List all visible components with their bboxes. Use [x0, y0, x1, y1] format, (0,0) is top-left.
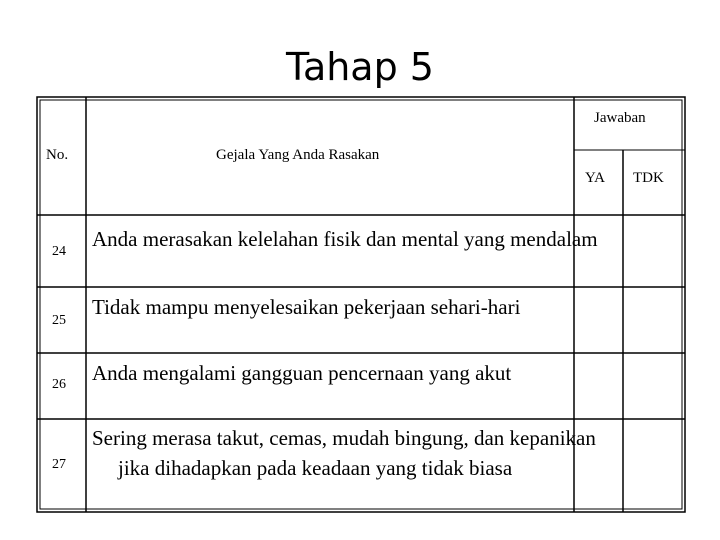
row-25-symptom: Tidak mampu menyelesaikan pekerjaan sehari-hari: [92, 295, 521, 319]
row-24-symptom: Anda merasakan kelelahan fisik dan mental yang mendalam: [92, 227, 598, 251]
header-number: No.: [46, 147, 69, 163]
header-symptom: Gejala Yang Anda Rasakan: [216, 147, 380, 163]
row-27-number: 27: [52, 457, 66, 472]
row-26-number: 26: [52, 377, 66, 392]
header-yes: YA: [585, 170, 606, 186]
slide-title: Tahap 5: [286, 45, 434, 89]
row-26-symptom: Anda mengalami gangguan pencernaan yang akut: [92, 361, 512, 385]
header-answer: Jawaban: [594, 110, 646, 126]
row-24-number: 24: [52, 244, 66, 259]
row-27-symptom: Sering merasa takut, cemas, mudah bingung, dan kepanikan jika dihadapkan pada keadaan yang tidak biasa: [92, 426, 596, 480]
header-no: TDK: [633, 170, 664, 186]
questionnaire-table: [36, 96, 686, 513]
row-25-number: 25: [52, 313, 66, 328]
